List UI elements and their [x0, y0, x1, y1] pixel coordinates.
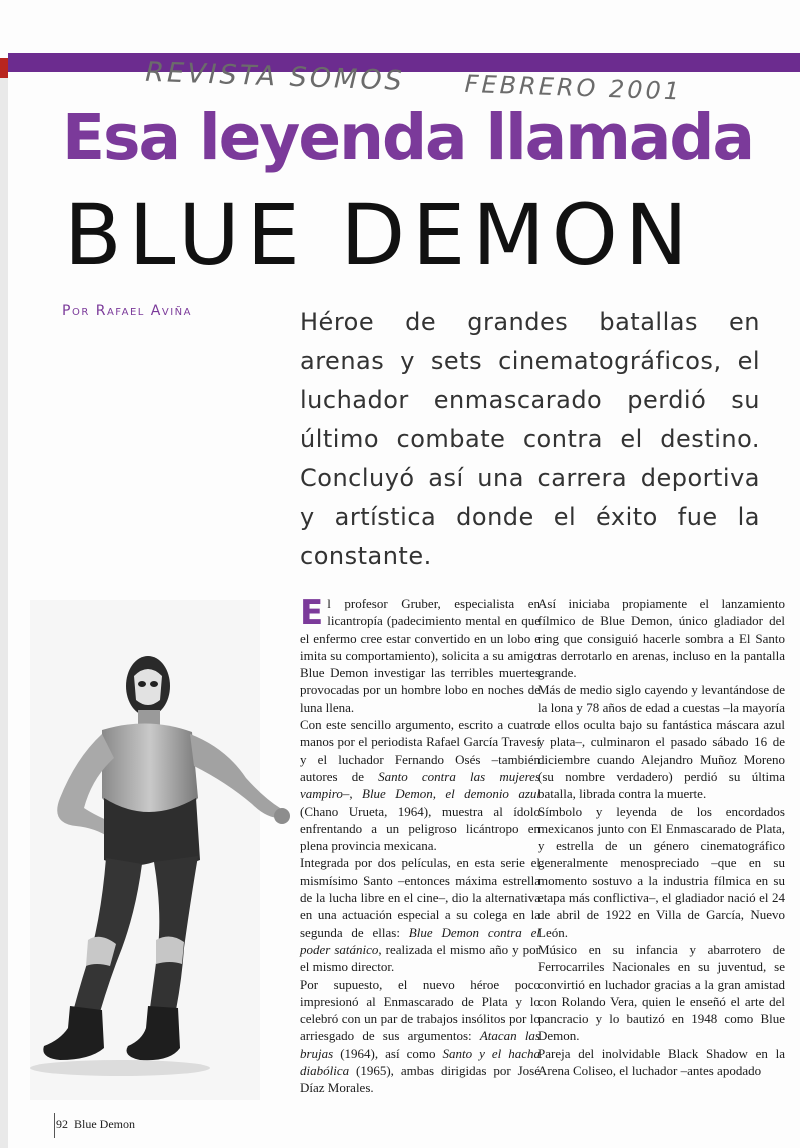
paragraph-text: l profesor Gruber, especialista en licantropía (padecimiento mental en que el enfermo cree estar convertido en un lobo e imita su comportamiento), solicita a su amigo Blue Demon investigar las terribles muertes provocadas por un hombre lobo en noches de luna llena. [300, 596, 540, 715]
wrestler-left-leg [74, 858, 142, 1012]
article-column-2 [538, 595, 785, 1079]
paragraph: Con este sencillo argumento, escrito a cuatro manos por el periodista Rafael García Travesí y el luchador Fernando Osés –también autores de Santo contra las mujeres vampiro–, Blue Demon, el demonio azul (Chano Urueta, 1964), muestra al ídolo enfrentando a un peligroso licántropo en plena provincia mexicana. [300, 717, 540, 854]
folio-rule [54, 1113, 55, 1138]
wrestler-photo [30, 648, 295, 1088]
section-name: Blue Demon [74, 1117, 135, 1131]
wrestler-right-arm [190, 734, 284, 818]
deck-intro: Héroe de grandes batallas en arenas y sets cinematográficos, el luchador enmascarado perdió su último combate contra el destino. Concluyó así una carrera deportiva y artística donde el éxito fue la constante. [300, 308, 760, 570]
headline-line-1: Esa leyenda llamada [62, 101, 753, 174]
paragraph: Más de medio siglo cayendo y levantándose de la lona y 78 años de edad a cuestas –la mayoría de ellos oculta bajo su fantástica máscara azul y plata–, culminaron el pasado sábado 16 de diciembre cuando Alejandro Muñoz Moreno (su nombre verdadero) perdió su última batalla, librada contra la muerte. [538, 682, 785, 802]
drop-cap: E [300, 593, 324, 633]
folio [56, 1117, 135, 1132]
byline: Por Rafael Aviña [62, 303, 192, 319]
paragraph: Músico en su infancia y abarrotero de Ferrocarriles Nacionales en su juventud, se convirtió en luchador gracias a la gran amistad con Rolando Vera, quien le enseñó el arte del pancracio y lo bautizó en 1948 como Blue Demon. [538, 941, 785, 1044]
page-number: 92 [56, 1117, 68, 1131]
page-edge-shadow [0, 58, 8, 1148]
mask-face-pattern [134, 669, 162, 705]
paragraph: Integrada por dos películas, en esta serie el mismísimo Santo –entonces máxima estrella de la lucha libre en el cine–, dio la alternativa en una actuación especial a su colega en la segunda de ellas: Blue Demon contra el poder satánico, realizada el mismo año y por el mismo director. [300, 855, 541, 975]
film-title: Santo contra las mujeres vampiro [300, 768, 540, 802]
paragraph [300, 595, 540, 716]
paragraph: Símbolo y leyenda de los encordados mexicanos junto con El Enmascarado de Plata, y estrella de un género cinematográfico generalmente menospreciado –que en su momento sostuvo a la industria fílmica en su etapa más conflictiva–, el gladiador nació el 24 de abril de 1922 en Villa de García, Nuevo León. [538, 803, 785, 940]
wrestler-right-boot [127, 1006, 181, 1060]
page-edge-red-mark [0, 58, 8, 78]
paragraph: Así iniciaba propiamente el lanzamiento fílmico de Blue Demon, único gladiador del ring que consiguió hacerle sombra a El Santo tras derrotarlo en arenas, incluso en la pantalla grande. [538, 596, 785, 681]
handwritten-magazine: REVISTA SOMOS [144, 56, 406, 97]
wrestler-left-boot [43, 1006, 104, 1060]
paragraph: Por supuesto, el nuevo héroe poco impresionó al Enmascarado de Plata y lo celebró con un par de trabajos insólitos por lo arriesgado de sus argumentos: Atacan las brujas (1964), así como Santo y el hacha diabólica (1965), ambas dirigidas por José Díaz Morales. [300, 976, 540, 1096]
wrestler-right-leg [150, 856, 198, 1010]
handwritten-date: FEBRERO 2001 [464, 69, 683, 106]
film-title: Blue Demon contra el poder satánico [300, 924, 540, 957]
film-title: Atacan las brujas [300, 1028, 540, 1061]
paragraph: Pareja del inolvidable Black Shadow en la Arena Coliseo, el luchador –antes apodado [538, 1045, 785, 1079]
film-title: Santo y el hacha diabólica [300, 1045, 540, 1079]
film-title: Blue Demon, el demonio azul [362, 786, 540, 802]
headline-line-2: BLUE DEMON [64, 186, 695, 284]
article-column-1 [300, 595, 540, 1097]
